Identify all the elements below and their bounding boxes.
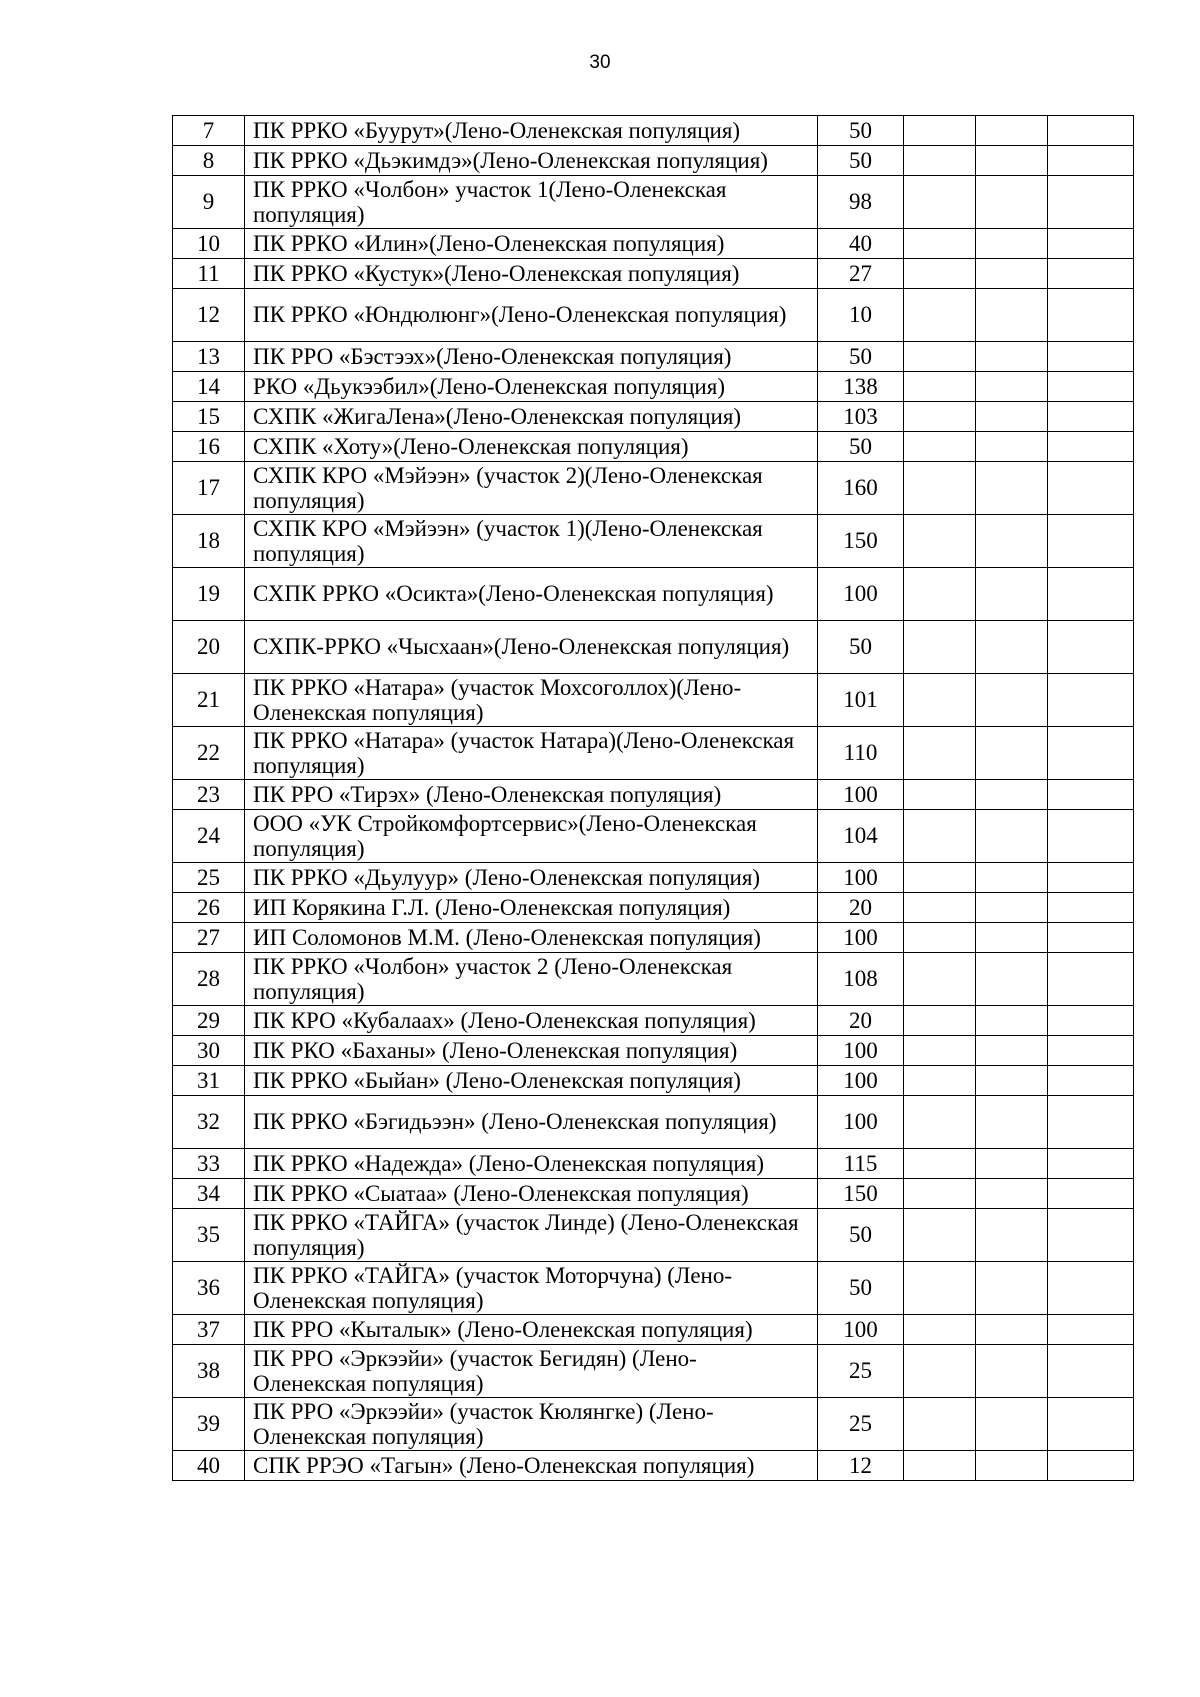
empty-cell (976, 1398, 1048, 1451)
empty-cell (904, 259, 976, 289)
empty-cell (904, 621, 976, 674)
empty-cell (976, 893, 1048, 923)
quantity-cell: 50 (818, 1262, 904, 1315)
quantity-cell: 50 (818, 146, 904, 176)
table-row (173, 1345, 1134, 1398)
empty-cell (1048, 342, 1134, 372)
quantity-cell: 40 (818, 229, 904, 259)
empty-cell (976, 923, 1048, 953)
empty-cell (904, 1315, 976, 1345)
empty-cell (976, 727, 1048, 780)
empty-cell (976, 568, 1048, 621)
row-number-cell: 10 (173, 229, 245, 259)
table-row (173, 372, 1134, 402)
empty-cell (1048, 1451, 1134, 1481)
organization-name-cell: РКО «Дьукээбил»(Лено-Оленекская популяция) (245, 372, 818, 402)
empty-cell (1048, 674, 1134, 727)
table-row (173, 863, 1134, 893)
row-number-cell: 30 (173, 1036, 245, 1066)
organization-name-cell: ПК РРКО «Сыатаа» (Лено-Оленекская популяция) (245, 1179, 818, 1209)
organization-name-cell: СХПК РРКО «Осикта»(Лено-Оленекская популяция) (245, 568, 818, 621)
empty-cell (1048, 116, 1134, 146)
organization-name-cell: ПК РРКО «Илин»(Лено-Оленекская популяция) (245, 229, 818, 259)
empty-cell (904, 229, 976, 259)
row-number-cell: 29 (173, 1006, 245, 1036)
empty-cell (976, 176, 1048, 229)
empty-cell (976, 402, 1048, 432)
row-number-cell: 36 (173, 1262, 245, 1315)
empty-cell (904, 1345, 976, 1398)
table-row (173, 1179, 1134, 1209)
organization-name-cell: ПК РРКО «Буурут»(Лено-Оленекская популяция) (245, 116, 818, 146)
quantity-cell: 138 (818, 372, 904, 402)
empty-cell (1048, 1006, 1134, 1036)
organization-name-cell: СХПК «Хоту»(Лено-Оленекская популяция) (245, 432, 818, 462)
row-number-cell: 8 (173, 146, 245, 176)
table-row (173, 259, 1134, 289)
quantity-cell: 10 (818, 289, 904, 342)
empty-cell (1048, 1149, 1134, 1179)
empty-cell (976, 863, 1048, 893)
table-row (173, 1066, 1134, 1096)
quantity-cell: 27 (818, 259, 904, 289)
quantity-cell: 50 (818, 621, 904, 674)
table-row (173, 515, 1134, 568)
table-row (173, 1398, 1134, 1451)
table-row (173, 146, 1134, 176)
row-number-cell: 11 (173, 259, 245, 289)
empty-cell (976, 1036, 1048, 1066)
quantity-cell: 100 (818, 1315, 904, 1345)
organization-name-cell: СХПК КРО «Мэйээн» (участок 1)(Лено-Оленекская популяция) (245, 515, 818, 568)
quantity-cell: 101 (818, 674, 904, 727)
organization-name-cell: ПК РРКО «Надежда» (Лено-Оленекская популяция) (245, 1149, 818, 1179)
empty-cell (1048, 432, 1134, 462)
organization-name-cell: ПК РРО «Тирэх» (Лено-Оленекская популяция) (245, 780, 818, 810)
quantity-cell: 110 (818, 727, 904, 780)
empty-cell (904, 1398, 976, 1451)
table-row (173, 1096, 1134, 1149)
empty-cell (1048, 372, 1134, 402)
organization-name-cell: ПК РРКО «ТАЙГА» (участок Моторчуна) (Лено-Оленекская популяция) (245, 1262, 818, 1315)
empty-cell (904, 674, 976, 727)
row-number-cell: 9 (173, 176, 245, 229)
organization-name-cell: СХПК-РРКО «Чысхаан»(Лено-Оленекская популяция) (245, 621, 818, 674)
quantity-cell: 100 (818, 1096, 904, 1149)
row-number-cell: 21 (173, 674, 245, 727)
empty-cell (1048, 402, 1134, 432)
organization-name-cell: ПК КРО «Кубалаах» (Лено-Оленекская популяция) (245, 1006, 818, 1036)
empty-cell (1048, 146, 1134, 176)
row-number-cell: 34 (173, 1179, 245, 1209)
empty-cell (976, 372, 1048, 402)
quantity-cell: 25 (818, 1345, 904, 1398)
empty-cell (976, 1006, 1048, 1036)
empty-cell (904, 727, 976, 780)
table-row (173, 176, 1134, 229)
row-number-cell: 23 (173, 780, 245, 810)
empty-cell (1048, 621, 1134, 674)
organization-name-cell: СПК РРЭО «Тагын» (Лено-Оленекская популяция) (245, 1451, 818, 1481)
organization-name-cell: ПК РРО «Кыталык» (Лено-Оленекская популяция) (245, 1315, 818, 1345)
empty-cell (904, 289, 976, 342)
row-number-cell: 18 (173, 515, 245, 568)
organization-name-cell: ПК РРКО «Дьэкимдэ»(Лено-Оленекская популяция) (245, 146, 818, 176)
row-number-cell: 16 (173, 432, 245, 462)
empty-cell (1048, 780, 1134, 810)
table-row (173, 229, 1134, 259)
empty-cell (976, 259, 1048, 289)
row-number-cell: 31 (173, 1066, 245, 1096)
row-number-cell: 20 (173, 621, 245, 674)
empty-cell (904, 515, 976, 568)
quantity-cell: 98 (818, 176, 904, 229)
empty-cell (904, 953, 976, 1006)
empty-cell (904, 1451, 976, 1481)
empty-cell (976, 780, 1048, 810)
table-row (173, 953, 1134, 1006)
empty-cell (976, 1149, 1048, 1179)
organization-name-cell: ПК РРКО «Быйан» (Лено-Оленекская популяция) (245, 1066, 818, 1096)
organization-name-cell: ИП Соломонов М.М. (Лено-Оленекская популяция) (245, 923, 818, 953)
empty-cell (904, 810, 976, 863)
empty-cell (1048, 1209, 1134, 1262)
table-row (173, 116, 1134, 146)
empty-cell (976, 1315, 1048, 1345)
row-number-cell: 13 (173, 342, 245, 372)
quantity-cell: 115 (818, 1149, 904, 1179)
empty-cell (904, 402, 976, 432)
row-number-cell: 33 (173, 1149, 245, 1179)
empty-cell (976, 342, 1048, 372)
empty-cell (976, 1179, 1048, 1209)
row-number-cell: 14 (173, 372, 245, 402)
quantity-cell: 104 (818, 810, 904, 863)
empty-cell (1048, 727, 1134, 780)
organization-name-cell: ПК РРКО «Юндюлюнг»(Лено-Оленекская популяция) (245, 289, 818, 342)
empty-cell (1048, 1262, 1134, 1315)
empty-cell (976, 1345, 1048, 1398)
empty-cell (1048, 1066, 1134, 1096)
empty-cell (904, 1209, 976, 1262)
row-number-cell: 37 (173, 1315, 245, 1345)
quantity-cell: 20 (818, 1006, 904, 1036)
organization-name-cell: ПК РРКО «ТАЙГА» (участок Линде) (Лено-Оленекская популяция) (245, 1209, 818, 1262)
row-number-cell: 17 (173, 462, 245, 515)
row-number-cell: 28 (173, 953, 245, 1006)
organization-name-cell: ПК РРКО «Чолбон» участок 1(Лено-Оленекская популяция) (245, 176, 818, 229)
table-row (173, 1315, 1134, 1345)
empty-cell (904, 923, 976, 953)
empty-cell (1048, 259, 1134, 289)
quantity-cell: 100 (818, 568, 904, 621)
table-row (173, 1209, 1134, 1262)
organization-name-cell: СХПК КРО «Мэйээн» (участок 2)(Лено-Оленекская популяция) (245, 462, 818, 515)
row-number-cell: 22 (173, 727, 245, 780)
quantity-cell: 150 (818, 515, 904, 568)
empty-cell (1048, 568, 1134, 621)
empty-cell (976, 1262, 1048, 1315)
empty-cell (976, 515, 1048, 568)
quantity-cell: 50 (818, 116, 904, 146)
quantity-cell: 100 (818, 1066, 904, 1096)
empty-cell (1048, 462, 1134, 515)
empty-cell (976, 953, 1048, 1006)
organization-name-cell: ПК РРКО «Натара» (участок Мохсоголлох)(Лено-Оленекская популяция) (245, 674, 818, 727)
table-row (173, 810, 1134, 863)
organization-name-cell: СХПК «ЖигаЛена»(Лено-Оленекская популяция) (245, 402, 818, 432)
row-number-cell: 26 (173, 893, 245, 923)
empty-cell (904, 176, 976, 229)
empty-cell (904, 1066, 976, 1096)
table-row (173, 342, 1134, 372)
table-row (173, 432, 1134, 462)
organization-name-cell: ПК РРКО «Чолбон» участок 2 (Лено-Оленекская популяция) (245, 953, 818, 1006)
empty-cell (1048, 893, 1134, 923)
table-row (173, 568, 1134, 621)
table-row (173, 462, 1134, 515)
empty-cell (976, 432, 1048, 462)
row-number-cell: 7 (173, 116, 245, 146)
table-row (173, 674, 1134, 727)
empty-cell (1048, 229, 1134, 259)
row-number-cell: 25 (173, 863, 245, 893)
organization-name-cell: ПК РРКО «Натара» (участок Натара)(Лено-Оленекская популяция) (245, 727, 818, 780)
table-row (173, 727, 1134, 780)
table-row (173, 621, 1134, 674)
empty-cell (976, 1096, 1048, 1149)
table-row (173, 289, 1134, 342)
empty-cell (976, 674, 1048, 727)
table-row (173, 1149, 1134, 1179)
organization-name-cell: ПК РРКО «Бэгидьээн» (Лено-Оленекская популяция) (245, 1096, 818, 1149)
quantity-cell: 160 (818, 462, 904, 515)
organization-name-cell: ПК РКО «Баханы» (Лено-Оленекская популяция) (245, 1036, 818, 1066)
quantity-cell: 20 (818, 893, 904, 923)
empty-cell (904, 462, 976, 515)
empty-cell (976, 462, 1048, 515)
row-number-cell: 15 (173, 402, 245, 432)
quantity-cell: 108 (818, 953, 904, 1006)
table-row (173, 1006, 1134, 1036)
registry-table (172, 115, 1134, 1481)
row-number-cell: 27 (173, 923, 245, 953)
quantity-cell: 103 (818, 402, 904, 432)
quantity-cell: 100 (818, 863, 904, 893)
row-number-cell: 12 (173, 289, 245, 342)
empty-cell (1048, 1398, 1134, 1451)
empty-cell (904, 893, 976, 923)
empty-cell (904, 863, 976, 893)
table-row (173, 1036, 1134, 1066)
table-row (173, 780, 1134, 810)
empty-cell (904, 432, 976, 462)
empty-cell (1048, 953, 1134, 1006)
row-number-cell: 24 (173, 810, 245, 863)
organization-name-cell: ИП Корякина Г.Л. (Лено-Оленекская популяция) (245, 893, 818, 923)
empty-cell (904, 116, 976, 146)
empty-cell (1048, 515, 1134, 568)
empty-cell (904, 568, 976, 621)
empty-cell (976, 116, 1048, 146)
row-number-cell: 32 (173, 1096, 245, 1149)
empty-cell (1048, 1179, 1134, 1209)
table-row (173, 893, 1134, 923)
empty-cell (904, 1006, 976, 1036)
empty-cell (1048, 1036, 1134, 1066)
empty-cell (976, 229, 1048, 259)
organization-name-cell: ПК РРКО «Кустук»(Лено-Оленекская популяция) (245, 259, 818, 289)
organization-name-cell: ООО «УК Стройкомфортсервис»(Лено-Оленекская популяция) (245, 810, 818, 863)
empty-cell (1048, 1096, 1134, 1149)
page-number: 30 (589, 52, 611, 73)
table-row (173, 1262, 1134, 1315)
quantity-cell: 50 (818, 1209, 904, 1262)
empty-cell (904, 1096, 976, 1149)
row-number-cell: 39 (173, 1398, 245, 1451)
empty-cell (1048, 923, 1134, 953)
row-number-cell: 35 (173, 1209, 245, 1262)
empty-cell (904, 372, 976, 402)
table-row (173, 923, 1134, 953)
empty-cell (1048, 289, 1134, 342)
empty-cell (976, 1066, 1048, 1096)
empty-cell (904, 780, 976, 810)
empty-cell (976, 621, 1048, 674)
empty-cell (904, 1262, 976, 1315)
quantity-cell: 100 (818, 780, 904, 810)
quantity-cell: 25 (818, 1398, 904, 1451)
table-row (173, 1451, 1134, 1481)
table-row (173, 402, 1134, 432)
empty-cell (1048, 176, 1134, 229)
registry-table-body (173, 116, 1134, 1481)
empty-cell (976, 1451, 1048, 1481)
empty-cell (904, 342, 976, 372)
quantity-cell: 150 (818, 1179, 904, 1209)
row-number-cell: 40 (173, 1451, 245, 1481)
empty-cell (976, 146, 1048, 176)
empty-cell (976, 289, 1048, 342)
empty-cell (904, 1179, 976, 1209)
empty-cell (1048, 1345, 1134, 1398)
row-number-cell: 19 (173, 568, 245, 621)
empty-cell (976, 1209, 1048, 1262)
organization-name-cell: ПК РРО «Эркээйи» (участок Бегидян) (Лено-Оленекская популяция) (245, 1345, 818, 1398)
empty-cell (1048, 810, 1134, 863)
empty-cell (1048, 863, 1134, 893)
quantity-cell: 100 (818, 1036, 904, 1066)
organization-name-cell: ПК РРКО «Дьулуур» (Лено-Оленекская популяция) (245, 863, 818, 893)
empty-cell (904, 1149, 976, 1179)
empty-cell (976, 810, 1048, 863)
organization-name-cell: ПК РРО «Эркээйи» (участок Кюлянгке) (Лено-Оленекская популяция) (245, 1398, 818, 1451)
row-number-cell: 38 (173, 1345, 245, 1398)
quantity-cell: 12 (818, 1451, 904, 1481)
organization-name-cell: ПК РРО «Бэстээх»(Лено-Оленекская популяция) (245, 342, 818, 372)
empty-cell (1048, 1315, 1134, 1345)
empty-cell (904, 1036, 976, 1066)
quantity-cell: 50 (818, 342, 904, 372)
quantity-cell: 50 (818, 432, 904, 462)
quantity-cell: 100 (818, 923, 904, 953)
empty-cell (904, 146, 976, 176)
